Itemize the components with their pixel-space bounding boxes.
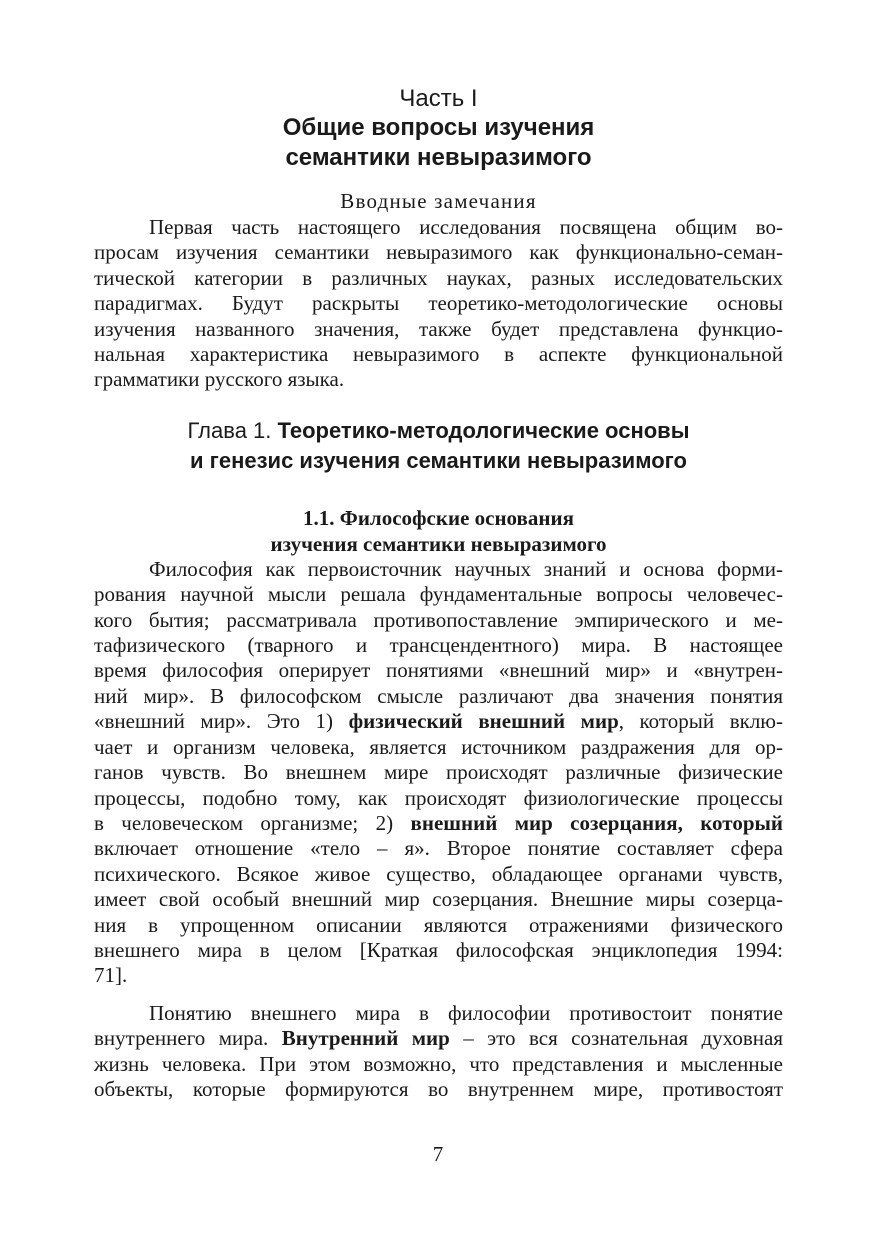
- text-line: просам изучения семантики невыразимого как функционально-семан-: [94, 240, 783, 265]
- page-number: 7: [432, 1142, 444, 1166]
- text-line: кого бытия; рассматривала противопоставление эмпирического и ме-: [94, 607, 783, 632]
- text-line: 71].: [94, 963, 128, 988]
- paragraph-gap: [94, 989, 783, 1001]
- text-line: чает и организм человека, является источником раздражения для ор-: [94, 734, 783, 759]
- text-line: время философия оперирует понятиями «внешний мир» и «внутрен-: [94, 658, 783, 683]
- text-line: ния в упрощенном описании являются отражениями физического: [94, 912, 783, 937]
- body-paragraph: [94, 557, 783, 989]
- bold-term: внешний мир созерцания, который: [410, 810, 783, 835]
- section-heading: [94, 505, 783, 557]
- part-title-line: семантики невыразимого: [285, 144, 592, 171]
- section-title-line: 1.1. Философские основания: [303, 505, 574, 530]
- chapter-title: Теоретико-методологические основы: [277, 417, 690, 443]
- text-line: психического. Всякое живое существо, обладающее органами чувств,: [94, 861, 783, 886]
- text-line: включает отношение «тело – я». Второе понятие составляет сфера: [94, 836, 783, 861]
- part-label: Часть I: [399, 85, 478, 112]
- text-line: процессы, подобно тому, как происходят физиологические процессы: [94, 785, 783, 810]
- text-line: нальная характеристика невыразимого в аспекте функциональной: [94, 342, 783, 367]
- part-title-line: Общие вопросы изучения: [282, 114, 595, 141]
- text-run: «внешний мир». Это 1): [94, 709, 349, 734]
- text-line: жизнь человека. При этом возможно, что представления и мысленные: [94, 1051, 783, 1076]
- text-run: – это вся сознательная духовная: [449, 1026, 783, 1051]
- text-line: объекты, которые формируются во внутреннем мире, противостоят: [94, 1076, 783, 1101]
- text-run: в человеческом организме; 2): [94, 810, 411, 835]
- text-line: тической категории в различных науках, разных исследовательских: [94, 265, 783, 290]
- text-line: Философия как первоисточник научных знаний и основа форми-: [149, 556, 783, 581]
- intro-paragraph: [94, 215, 783, 393]
- bold-term: Внутренний мир: [281, 1026, 450, 1051]
- text-line: изучения названного значения, также будет представлена функцио-: [94, 316, 783, 341]
- text-line: [94, 1026, 783, 1051]
- chapter-line: [94, 416, 783, 446]
- intro-heading: Вводные замечания: [340, 189, 537, 213]
- bold-term: физический внешний мир: [348, 709, 619, 734]
- text-line: грамматики русского языка.: [94, 367, 345, 392]
- text-line: рования научной мысли решала фундаментальные вопросы человечес-: [94, 582, 783, 607]
- section-title-line: изучения семантики невыразимого: [270, 531, 607, 556]
- text-line: Понятию внешнего мира в философии противостоит понятие: [149, 1000, 783, 1025]
- chapter-prefix: Глава 1.: [187, 417, 272, 443]
- chapter-title-line: и генезис изучения семантики невыразимого: [190, 447, 687, 473]
- text-line: ний мир». В философском смысле различают два значения понятия: [94, 683, 783, 708]
- text-line: Первая часть настоящего исследования посвящена общим во-: [149, 215, 783, 239]
- part-title: [94, 113, 783, 173]
- text-line: [94, 709, 783, 734]
- text-line: [94, 811, 783, 836]
- text-line: ганов чувств. Во внешнем мире происходят различные физические: [94, 760, 783, 785]
- text-line: внешнего мира в целом [Краткая философская энциклопедия 1994:: [94, 937, 783, 962]
- chapter-heading: [94, 416, 783, 476]
- text-line: тафизического (тварного и трансцендентного) мира. В настоящее: [94, 633, 783, 658]
- text-run: , который вклю-: [618, 709, 783, 734]
- text-line: парадигмах. Будут раскрыты теоретико-методологические основы: [94, 291, 783, 316]
- text-run: внутреннего мира.: [94, 1026, 282, 1051]
- body-paragraph: [94, 1001, 783, 1103]
- text-line: имеет свой особый внешний мир созерцания. Внешние миры созерца-: [94, 887, 783, 912]
